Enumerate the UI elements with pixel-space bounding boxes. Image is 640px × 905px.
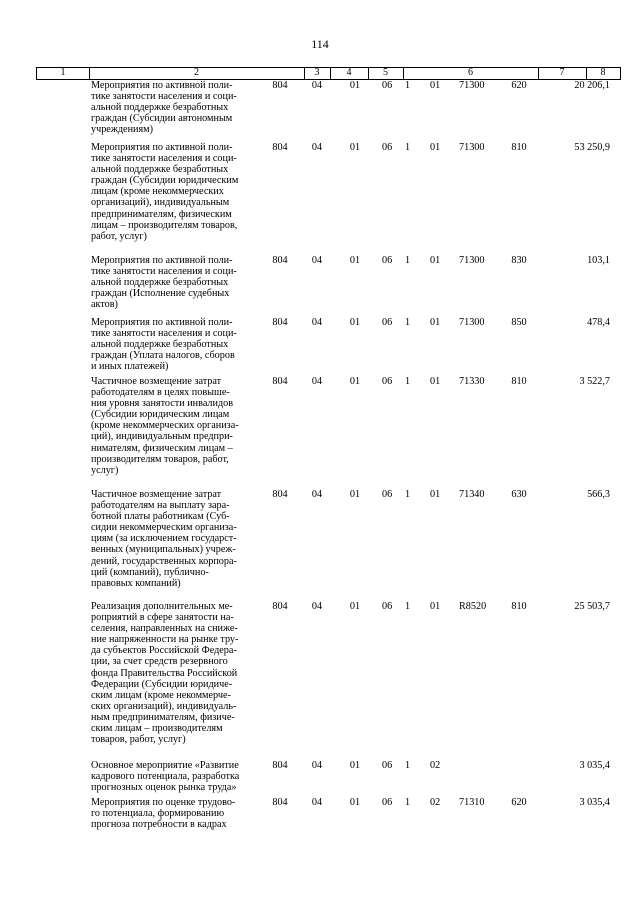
col-6-subprogram: 1	[405, 255, 411, 266]
row-description: Частичное возмещение затрат работодателям в целях повыше- ния уровня занятости инвалидов (Субсидии юридическим лицам (кроме некоммерческих организа- ций), индивидуальным предпри- нимателям, физическим лицам – производителям товаров, работ, услуг)	[91, 376, 239, 476]
col-8-amount: 53 250,9	[574, 142, 610, 153]
col-5-value: 01	[349, 142, 361, 153]
col-3-value: 804	[272, 760, 288, 771]
header-col-3: 3	[314, 67, 320, 78]
table-header	[36, 67, 621, 80]
col-4-value: 04	[311, 489, 323, 500]
col-6-event: 01	[430, 80, 441, 91]
row-description: Мероприятия по активной поли- тике занятости населения и соци- альной поддержке безработных граждан (Исполнение судебных актов)	[91, 255, 237, 311]
col-6-subprogram: 1	[405, 317, 411, 328]
col-4-value: 04	[311, 317, 323, 328]
col-4-value: 04	[311, 797, 323, 808]
col-8-amount: 478,4	[587, 317, 610, 328]
row-description: Реализация дополнительных ме- роприятий в сфере занятости на- селения, направленных на сниже- ние напряженности на рынке тру- да субъектов Российской Федера- ции, за счет средств резервного фонда Правительства Российской Федерации (Субсидии юридиче- ским лицам (кроме некоммерче- ских организаций), индивидуаль- ным предпринимателям, физиче- ским лицам – производителям товаров, работ, услуг)	[91, 601, 239, 746]
col-5-value: 01	[349, 317, 361, 328]
col-5-value: 01	[349, 255, 361, 266]
col-6-event: 02	[430, 760, 441, 771]
col-8-amount: 103,1	[587, 255, 610, 266]
row-description: Мероприятия по активной поли- тике занятости населения и соци- альной поддержке безработных граждан (Субсидии юридическим лицам (кроме некоммерческих организаций), индивидуальным предпринимателям, физическим лицам – производителям товаров, работ, услуг)	[91, 142, 239, 242]
col-8-amount: 3 522,7	[579, 376, 610, 387]
col-6-program: 06	[382, 376, 393, 387]
row-description: Мероприятия по оценке трудово- го потенциала, формированию прогноза потребности в кадрах	[91, 797, 236, 831]
col-3-value: 804	[272, 80, 288, 91]
col-6-event: 01	[430, 489, 441, 500]
col-6-program: 06	[382, 797, 393, 808]
col-6-direction: 71300	[459, 317, 485, 328]
col-6-direction: 71300	[459, 142, 485, 153]
col-3-value: 804	[272, 489, 288, 500]
col-6-subprogram: 1	[405, 489, 411, 500]
col-7-value: 620	[511, 80, 527, 91]
col-6-event: 01	[430, 601, 441, 612]
col-5-value: 01	[349, 760, 361, 771]
col-4-value: 04	[311, 80, 323, 91]
col-6-direction: 71330	[459, 376, 485, 387]
col-6-program: 06	[382, 317, 393, 328]
col-6-program: 06	[382, 489, 393, 500]
col-8-amount: 20 206,1	[574, 80, 610, 91]
header-col-2: 2	[194, 67, 199, 78]
col-7-value: 630	[511, 489, 527, 500]
col-6-direction: 71300	[459, 255, 485, 266]
row-description: Мероприятия по активной поли- тике занятости населения и соци- альной поддержке безработных граждан (Уплата налогов, сборов и иных платежей)	[91, 317, 237, 373]
header-col-7: 7	[559, 67, 565, 78]
row-description: Мероприятия по активной поли- тике занятости населения и соци- альной поддержке безработных граждан (Субсидии автономным учреждениям)	[91, 80, 237, 136]
header-col-4: 4	[346, 67, 352, 78]
col-3-value: 804	[272, 317, 288, 328]
col-7-value: 810	[511, 142, 527, 153]
col-4-value: 04	[311, 255, 323, 266]
header-col-1: 1	[60, 67, 66, 78]
col-7-value: 810	[511, 376, 527, 387]
col-4-value: 04	[311, 601, 323, 612]
col-3-value: 804	[272, 797, 288, 808]
col-6-subprogram: 1	[405, 376, 411, 387]
col-6-event: 02	[430, 797, 441, 808]
row-description: Частичное возмещение затрат работодателям на выплату зара- ботной платы работникам (Суб- сидии некоммерческим организа- циям (за исключением государст- венных (муниципальных) учреж- дений, государственных корпора- ций (компаний), публично- правовых компаний)	[91, 489, 237, 589]
header-col-6: 6	[468, 67, 473, 78]
col-6-program: 06	[382, 142, 393, 153]
col-5-value: 01	[349, 797, 361, 808]
col-6-event: 01	[430, 255, 441, 266]
col-3-value: 804	[272, 376, 288, 387]
header-col-5: 5	[383, 67, 388, 78]
col-5-value: 01	[349, 489, 361, 500]
col-6-direction: 71310	[459, 797, 485, 808]
col-6-subprogram: 1	[405, 760, 411, 771]
col-6-subprogram: 1	[405, 797, 411, 808]
col-4-value: 04	[311, 376, 323, 387]
col-8-amount: 566,3	[587, 489, 610, 500]
col-6-program: 06	[382, 760, 393, 771]
col-7-value: 620	[511, 797, 527, 808]
col-6-event: 01	[430, 376, 441, 387]
header-col-8: 8	[600, 67, 606, 78]
col-7-value: 850	[511, 317, 527, 328]
col-8-amount: 25 503,7	[574, 601, 610, 612]
col-6-subprogram: 1	[405, 142, 411, 153]
col-3-value: 804	[272, 255, 288, 266]
col-6-subprogram: 1	[405, 601, 411, 612]
col-3-value: 804	[272, 601, 288, 612]
col-8-amount: 3 035,4	[579, 760, 610, 771]
col-5-value: 01	[349, 601, 361, 612]
page-number: 114	[311, 37, 329, 51]
col-6-event: 01	[430, 317, 441, 328]
col-6-program: 06	[382, 601, 393, 612]
col-5-value: 01	[349, 376, 361, 387]
col-6-subprogram: 1	[405, 80, 411, 91]
col-7-value: 830	[511, 255, 527, 266]
col-6-event: 01	[430, 142, 441, 153]
col-4-value: 04	[311, 760, 323, 771]
col-6-direction: 71300	[459, 80, 485, 91]
col-8-amount: 3 035,4	[579, 797, 610, 808]
col-7-value: 810	[511, 601, 527, 612]
col-4-value: 04	[311, 142, 323, 153]
col-6-direction: 71340	[459, 489, 485, 500]
col-6-program: 06	[382, 255, 393, 266]
row-description: Основное мероприятие «Развитие кадрового потенциала, разработка прогнозных оценок рынка труда»	[91, 760, 240, 794]
col-3-value: 804	[272, 142, 288, 153]
col-6-direction: R8520	[459, 601, 487, 612]
col-5-value: 01	[349, 80, 361, 91]
col-6-program: 06	[382, 80, 393, 91]
